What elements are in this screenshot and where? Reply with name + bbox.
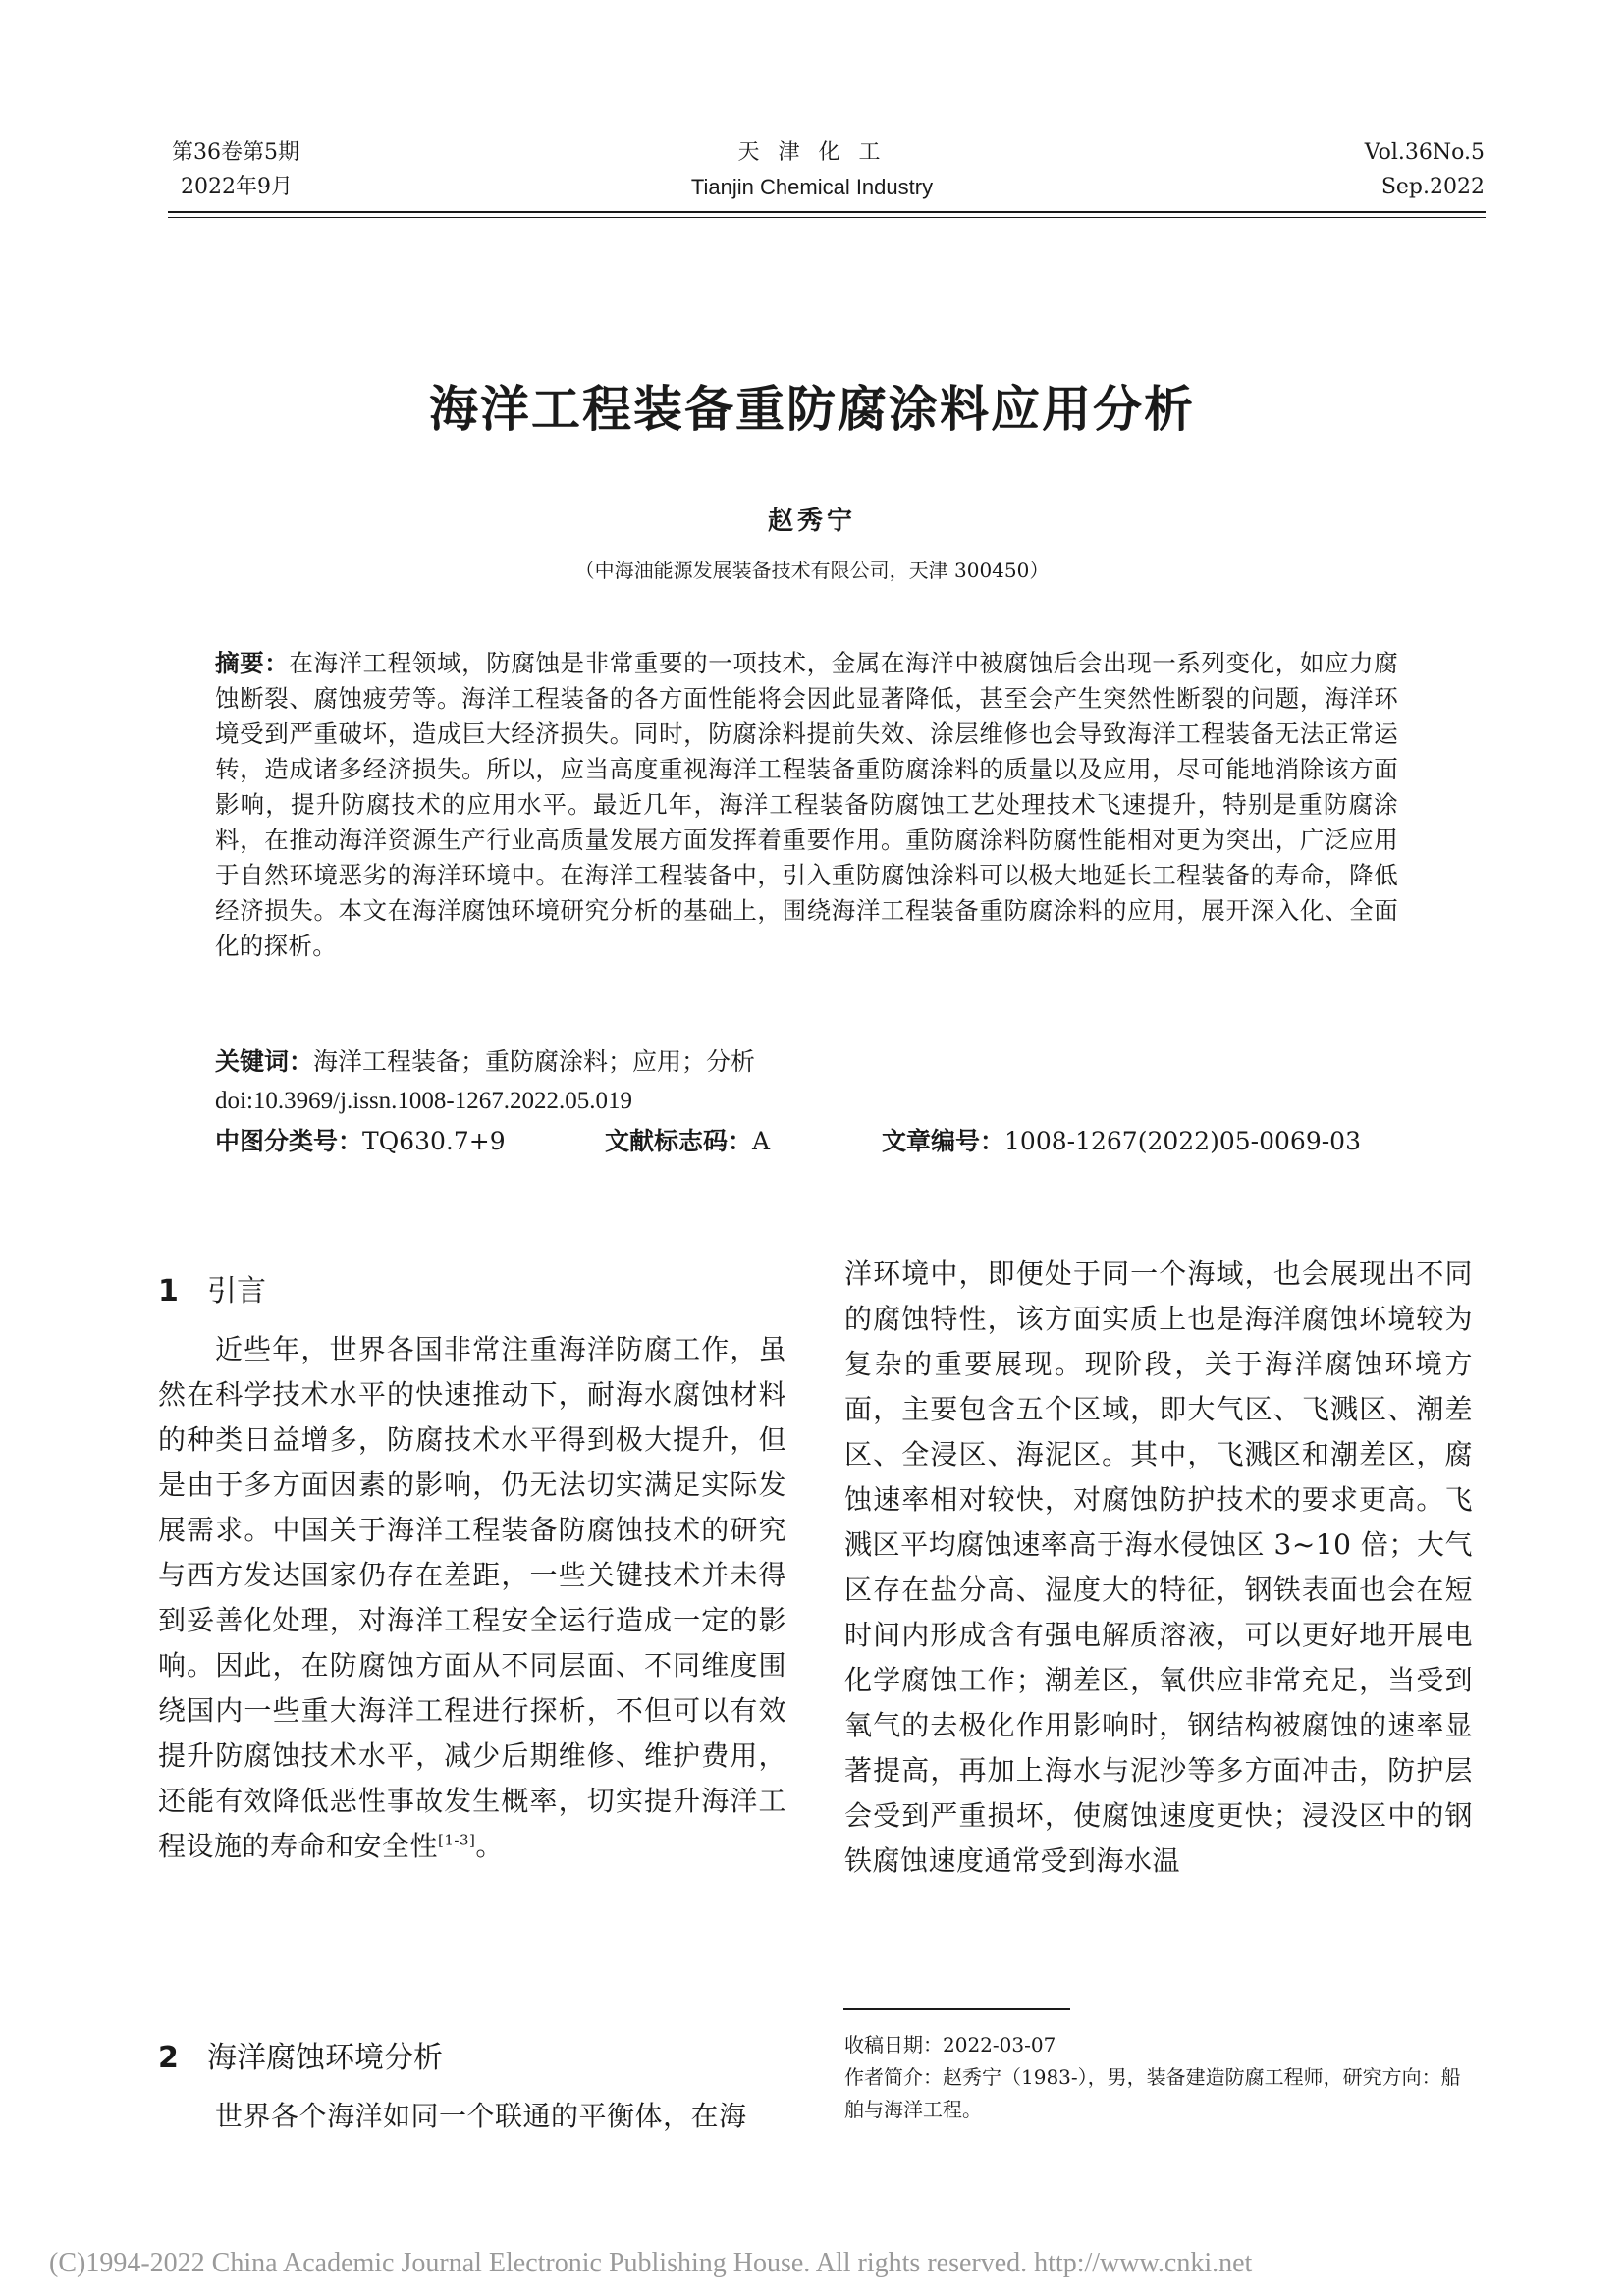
article-title: 海洋工程装备重防腐涂料应用分析 (429, 381, 1195, 438)
article-author: 赵秀宁 (767, 507, 856, 536)
article-affiliation: （中海油能源发展装备技术有限公司，天津 300450） (574, 559, 1050, 582)
section-1-text: 近些年，世界各国非常注重海洋防腐工作，虽然在科学技术水平的快速推动下，耐海水腐蚀材料的种类日益增多，防腐技术水平得到极大提升，但是由于多方面因素的影响，仍无法切实满足实际发展需求。中国关于海洋工程装备防腐蚀技术的研究与西方发达国家仍存在差距，一些关键技术并未得到妥善化处理，对海洋工程安全运行造成一定的影响。因此，在防腐蚀方面从不同层面、不同维度围绕国内一些重大海洋工程进行探析，不但可以有效提升防腐蚀技术水平，减少后期维修、维护费用，还能有效降低恶性事故发生概率，切实提升海洋工程设施的寿命和安全性 (158, 1333, 786, 1862)
footnote (844, 2029, 1473, 2126)
abstract (215, 646, 1398, 964)
section-1-paragraph (158, 1327, 786, 1869)
document-code (605, 1124, 770, 1159)
abstract-text: 在海洋工程领域，防腐蚀是非常重要的一项技术，金属在海洋中被腐蚀后会出现一系列变化，如应力腐蚀断裂、腐蚀疲劳等。海洋工程装备的各方面性能将会因此显著降低，甚至会产生突然性断裂的问题，海洋环境受到严重破坏，造成巨大经济损失。同时，防腐涂料提前失效、涂层维修也会导致海洋工程装备无法正常运转，造成诸多经济损失。所以，应当高度重视海洋工程装备重防腐涂料的质量以及应用，尽可能地消除该方面影响，提升防腐技术的应用水平。最近几年，海洋工程装备防腐蚀工艺处理技术飞速提升，特别是重防腐涂料，在推动海洋资源生产行业高质量发展方面发挥着重要作用。重防腐涂料防腐性能相对更为突出，广泛应用于自然环境恶劣的海洋环境中。在海洋工程装备中，引入重防腐蚀涂料可以极大地延长工程装备的寿命，降低经济损失。本文在海洋腐蚀环境研究分析的基础上，围绕海洋工程装备重防腐涂料的应用，展开深入化、全面化的探析。 (215, 649, 1399, 960)
bio-label: 作者简介： (844, 2065, 943, 2089)
citation: [1-3] (438, 1831, 476, 1849)
article-number (882, 1124, 1361, 1159)
clc-number (215, 1124, 506, 1159)
keywords (215, 1044, 755, 1080)
section-2-paragraph: 世界各个海洋如同一个联通的平衡体，在海 (215, 2100, 747, 2132)
footnote-received (844, 2029, 1473, 2061)
doi: doi:10.3969/j.issn.1008-1267.2022.05.019 (215, 1088, 633, 1114)
received-value: 2022-03-07 (943, 2033, 1056, 2056)
keywords-text: 海洋工程装备；重防腐涂料；应用；分析 (313, 1047, 756, 1076)
received-label: 收稿日期： (844, 2033, 943, 2056)
section-1-number: 1 (158, 1274, 179, 1308)
section-2-heading (158, 2033, 443, 2076)
document-code-label: 文献标志码： (605, 1127, 753, 1155)
header-vol-en: Vol.36No.5 (1364, 140, 1485, 165)
keywords-label: 关键词： (215, 1047, 314, 1076)
header-volume-issue: 第36卷第5期 (172, 140, 299, 165)
footnote-bio (844, 2061, 1473, 2126)
section-1-heading (158, 1266, 266, 1309)
header-journal-cn: 天 津 化 工 (737, 140, 887, 165)
bio-value: 赵秀宁（1983-），男，装备建造防腐工程师，研究方向：船舶与海洋工程。 (844, 2065, 1461, 2121)
right-column-text: 洋环境中，即便处于同一个海域，也会展现出不同的腐蚀特性，该方面实质上也是海洋腐蚀环境较为复杂的重要展现。现阶段，关于海洋腐蚀环境方面，主要包含五个区域，即大气区、飞溅区、潮差区、全浸区、海泥区。其中，飞溅区和潮差区，腐蚀速率相对较快，对腐蚀防护技术的要求更高。飞溅区平均腐蚀速率高于海水侵蚀区 3~10 倍；大气区存在盐分高、湿度大的特征，钢铁表面也会在短时间内形成含有强电解质溶液，可以更好地开展电化学腐蚀工作；潮差区，氧供应非常充足，当受到氧气的去极化作用影响时，钢结构被腐蚀的速率显著提高，再加上海水与泥沙等多方面冲击，防护层会受到严重损坏，使腐蚀速度更快；浸没区中的钢铁腐蚀速度通常受到海水温 (844, 1257, 1473, 1877)
document-code-value: A (752, 1127, 771, 1155)
header-date-en: Sep.2022 (1380, 175, 1485, 199)
section-2-title: 海洋腐蚀环境分析 (207, 2041, 443, 2075)
header-rule-thin (168, 217, 1486, 218)
article-number-label: 文章编号： (882, 1127, 1005, 1155)
clc-label: 中图分类号： (215, 1127, 363, 1155)
section-2-number: 2 (158, 2041, 179, 2075)
clc-value: TQ630.7+9 (362, 1127, 506, 1155)
copyright-notice: (C)1994-2022 China Academic Journal Electronic Publishing House. All rights reserved. http://www.cnki.net (49, 2248, 1253, 2278)
header-date-cn: 2022年9月 (181, 175, 293, 199)
header-rule (168, 211, 1486, 213)
article-number-value: 1008-1267(2022)05-0069-03 (1004, 1127, 1361, 1155)
section-1-end: 。 (475, 1830, 504, 1862)
header-journal-en: Tianjin Chemical Industry (690, 175, 934, 199)
abstract-label: 摘要： (215, 649, 290, 677)
footnote-rule (843, 2008, 1070, 2010)
section-1-title: 引言 (207, 1274, 266, 1308)
